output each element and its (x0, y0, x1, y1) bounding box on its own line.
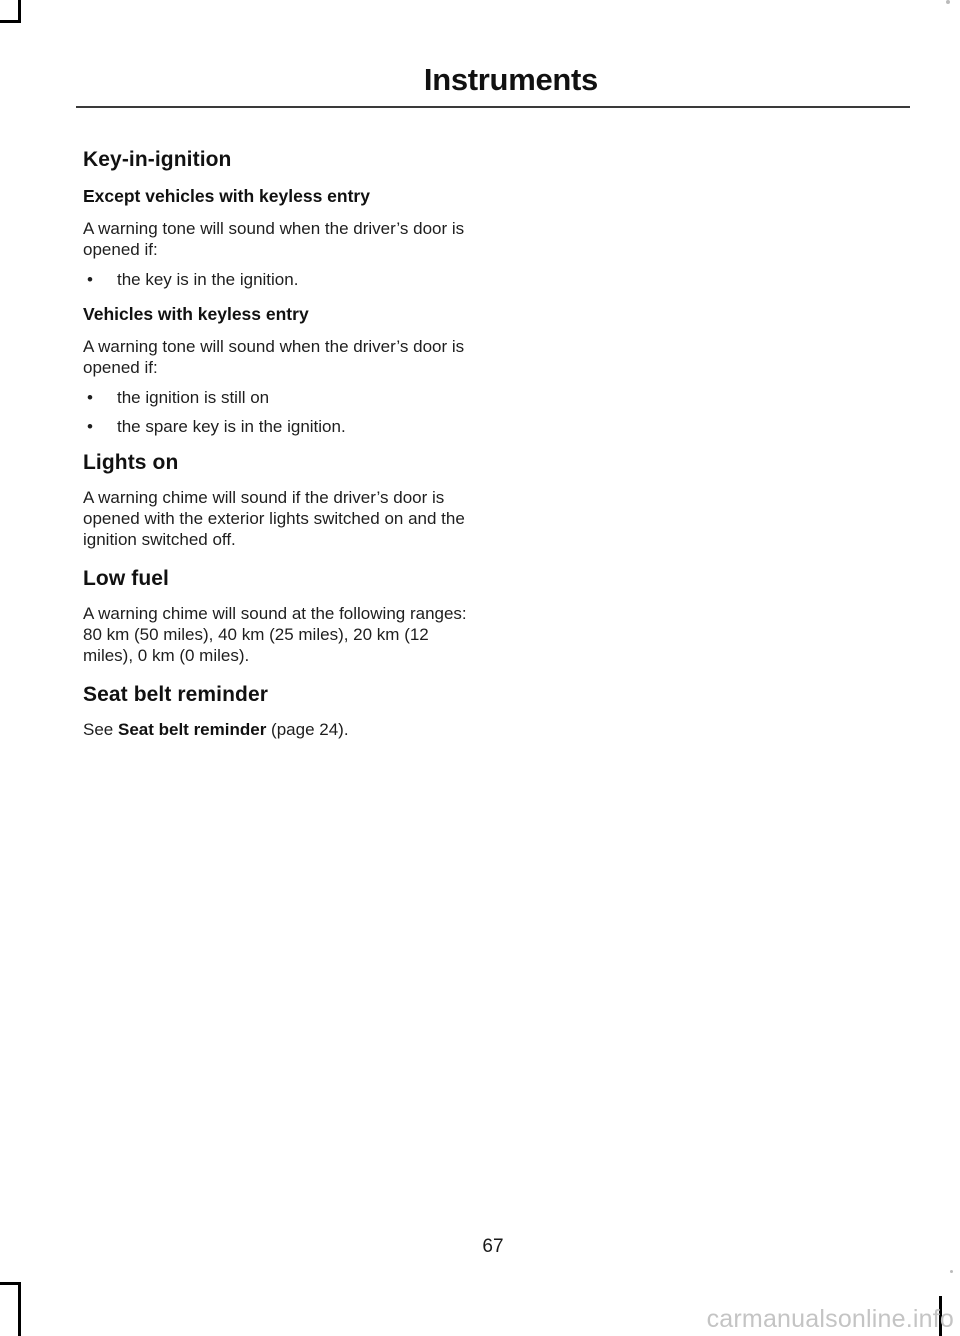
see-prefix: See (83, 720, 114, 739)
subheading-except-keyless: Except vehicles with keyless entry (83, 186, 370, 206)
list-item (83, 269, 483, 290)
list-item-text: the ignition is still on (117, 388, 270, 407)
running-header (76, 62, 910, 108)
list-item (83, 416, 483, 437)
crop-mark-bottom-left-vertical (18, 1282, 21, 1336)
section-heading-seat-belt-reminder: Seat belt reminder (83, 683, 269, 706)
page-reference: (page 24). (271, 720, 349, 739)
crop-mark-top-left-vertical (18, 0, 21, 22)
section-heading-low-fuel: Low fuel (83, 567, 169, 590)
section-heading-key-in-ignition: Key-in-ignition (83, 148, 232, 171)
bullet-glyph: • (87, 270, 93, 289)
cross-reference-link[interactable]: Seat belt reminder (117, 720, 267, 739)
crop-mark-top-left-horizontal (0, 20, 21, 23)
bullet-list-except-keyless (83, 269, 483, 290)
paragraph-low-fuel: A warning chime will sound at the following ranges: 80 km (50 miles), 40 km (25 miles), 20 km (12 miles), 0 km (0 miles). (83, 604, 467, 665)
paragraph-lights-on: A warning chime will sound if the driver’s door is opened with the exterior lights switched on and the ignition switched off. (83, 488, 465, 549)
paragraph-except-keyless: A warning tone will sound when the driver’s door is opened if: (83, 219, 465, 259)
section-heading-lights-on: Lights on (83, 451, 179, 474)
page-title: Instruments (423, 62, 598, 97)
page-number: 67 (482, 1236, 504, 1257)
bullet-glyph: • (87, 417, 93, 436)
paragraph-seat-belt-reference (83, 719, 483, 740)
bullet-list-keyless (83, 387, 483, 437)
list-item-text: the spare key is in the ignition. (117, 417, 346, 436)
bullet-glyph: • (87, 388, 93, 407)
list-item-text: the key is in the ignition. (117, 270, 299, 289)
page-content (83, 146, 483, 749)
paragraph-keyless: A warning tone will sound when the driver’s door is opened if: (83, 337, 465, 377)
watermark: carmanualsonline.info (706, 1305, 954, 1333)
crop-mark-bottom-left-horizontal (0, 1282, 21, 1285)
subheading-keyless: Vehicles with keyless entry (83, 304, 309, 324)
list-item (83, 387, 483, 408)
crop-dot-bottom-right (950, 1270, 953, 1273)
crop-dot-top-right (946, 0, 950, 4)
